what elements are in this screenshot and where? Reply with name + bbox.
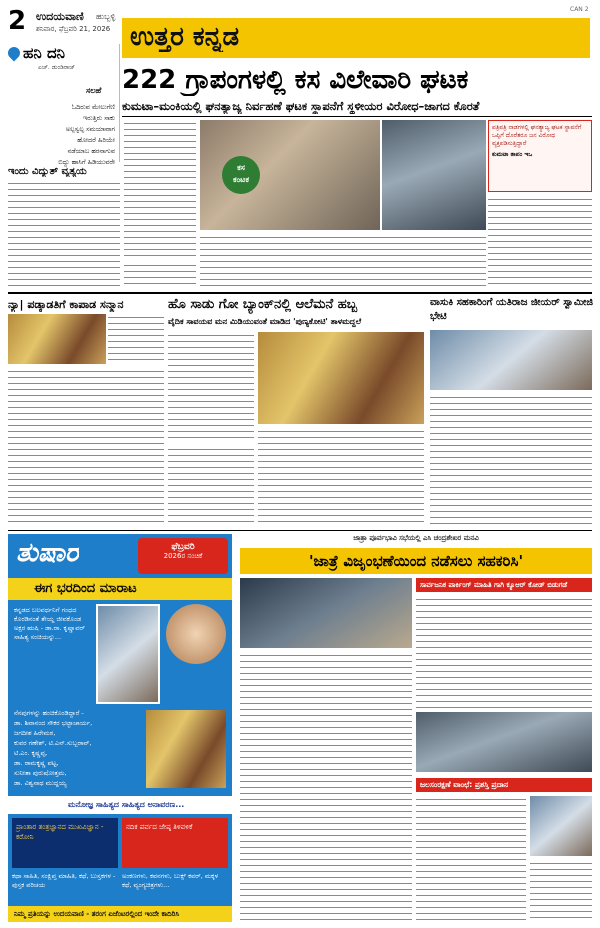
- kasa-kantaka-badge: ಕಸ ಕಂಟಕ: [222, 156, 260, 194]
- column-title: ಹನಿ ದನಿ: [23, 44, 65, 62]
- hani-dani-column: [8, 44, 120, 166]
- advert-feature-photo: [146, 710, 226, 788]
- issue-date: ಶನಿವಾರ, ಫೆಬ್ರವರಿ 21, 2026: [36, 25, 111, 33]
- edition-city: ಹುಬ್ಬಳ್ಳಿ: [96, 12, 116, 21]
- advert-bottom-right: ಅಂಕಣಗಳು, ಕವನಗಳು, ಬುಕ್ಸ್ ಕವರ್, ಮಕ್ಕಳ ಕಥೆ, ವ್ಯಂಗ್ಯಚಿತ್ರಗಳು...: [122, 872, 219, 889]
- advert-box-right: ನದಿಕ ಪರ್ವದ ಜೇಷ್ಠ ತಿಳಿವಳಿಕೆ: [122, 818, 228, 868]
- magazine-cover: [96, 604, 160, 704]
- power-cut-body: [8, 180, 120, 288]
- poem-line: ಓದಿರುವ ಮೇಲುಗೆಣಿ: [71, 103, 115, 111]
- advert-bottom-left: ಕಥಾ ಸಾಹಿತಿ, ಸಂಕ್ಷಿಪ್ತ ಮಾಹಿತಿ, ಕಥೆ, ಬುಸ್ತಕಗಳ - ಪುಸ್ತಕ ಪರಿಚಯ: [12, 872, 116, 889]
- edition-tag: CAN 2: [570, 6, 589, 13]
- water-body: [416, 796, 526, 922]
- vasuki-body: [430, 394, 592, 526]
- advert-box-left: ಪ್ರಾಂತಾರ ತಂತ್ರಜ್ಞಾನದ ಮುಖವಿಜ್ಞಾನ - ಕರೋನಿ: [12, 818, 118, 868]
- author-portrait: [166, 604, 226, 664]
- poem-line: ಅಲ್ಪಸ್ವಲ್ಪ ಸಮಯಾವಾಗ: [65, 125, 115, 133]
- advert-contributors: ನೆನಪುಗಳನ್ನು ಹಂಚಿಕೊಂಡಿದ್ದಾರೆ - ಡಾ. ಶಿವಾನಂದ ಸೌಕರ ಭಟ್ಟಾಚಾರ್ಯ, ಜಗದೀಶ ಹಿರೇಮಠ, ಕುವರ ಗಣೇಶ್, ಟಿ.ಎನ್.ಸುಬ್ಬರಾವ್, ಟಿ.ಎಂ. ಕೃಷ್ಣಪ್ಪ, ಡಾ. ರಾಮಕೃಷ್ಣ ಪಟ್ಟ, ಸುನೀತಾ ಪುರುಷೋತ್ತಮ, ಡಾ. ವಿಶ್ವನಾಥ ಮುದ್ದಯ್ಯ: [14, 709, 93, 787]
- poem-line: ಇರುತ್ತಿರು ಸಾಕು: [82, 114, 115, 122]
- water-photo: [530, 796, 592, 856]
- advert-blurb: ಕನ್ನಡದ ಬಲವರ್ಧನಿಗೆ ಗಂಧದ ಕೊರಡಿನಂತೆ ತೇಯ್ದ ಜೀವಕೊಂಡ ಅಕ್ಷರ ಋಷಿ ‑ ಡಾ.ರಾ. ಕೃಷ್ಣಾವರ್ ಸಾಹಿತ್ಯ ಸಂಚಿಯನ್ನು...: [14, 606, 85, 641]
- advert-brand: ತುಷಾರ: [16, 538, 79, 568]
- poem-line: ಬಿದ್ದು ಹಾಸಿಗೆ ಹಿಡಿಯುವರೇ: [58, 158, 115, 166]
- section-banner: [122, 18, 590, 58]
- gobank-subheadline: ವೈದಿಕ ಸಾವಯವ ಮನ ಮಿಡಿಯುವಂತೆ ಮಾಡಿದ 'ಪುಣ್ಯಕೋಟಿ' ತಾಳಮದ್ದಲೆ: [168, 317, 362, 326]
- page-number: 2: [8, 8, 27, 34]
- paper-name: ಉದಯವಾಣಿ: [36, 10, 84, 23]
- traffic-body: [416, 596, 592, 708]
- gobank-body-left2: [168, 446, 254, 526]
- gobank-body-left: [168, 332, 254, 442]
- main-body-lower: [200, 234, 486, 288]
- poem-line: ಹೋದರೆ ಹಿರಿಯೇ: [77, 136, 115, 144]
- main-body-col1b: [124, 262, 196, 288]
- poem-line: ನಡೆಯಾಬ ಹರನಾಗುವ: [67, 147, 115, 155]
- section-divider: [8, 292, 592, 294]
- advert-footer: ನಿಮ್ಮ ಪ್ರತಿಯನ್ನು ಉದಯವಾಣಿ - ತರಂಗ ಏಜೆಂಟರಲ್ಲಿಂದ ಇಂದೇ ಕಾದಿರಿಸಿ: [8, 906, 232, 922]
- main-body-col5: [488, 196, 592, 288]
- vasuki-photo: [430, 330, 592, 390]
- section-title: ಉತ್ತರ ಕನ್ನಡ: [130, 22, 240, 52]
- section-divider: [8, 530, 592, 531]
- water-body-right: [530, 860, 592, 922]
- gobank-headline: ಹೊ ಸಾಡು ಗೋ ಬ್ಯಾಂಕ್‌ನಲ್ಲಿ ಆಲೆಮನೆ ಹಬ್ಬ: [168, 297, 358, 312]
- traffic-photo: [416, 712, 592, 772]
- main-body-col1: [124, 120, 196, 260]
- drop-icon: [6, 45, 23, 62]
- quote-box: ಪತ್ರಿಪತ್ರಿ ನಾಡಗಳಲ್ಲಿ ಘನತ್ಯಾಜ್ಯ ಘಟಕ ಸ್ಥಾಪನೆಗೆ ಒಪ್ಪಿಗೆ ದೊರೆತರೂ ಜನ ವಿರೋಧ ವ್ಯಕ್ತಪಡಿಸುತ್ತಿದ್ದಾರೆ ಕುಮಟಾ ತಾಪಂ ಇಒ: [488, 120, 592, 192]
- column-subtitle: ಸಲಹೆ: [86, 86, 102, 95]
- gobank-photo: [258, 332, 424, 424]
- gobank-body-right: [258, 428, 424, 526]
- advert-feature-strip: ಮನೋಜ್ಞ ಸಾಹಿತ್ಯದ ಸಾಹಿತ್ಯದ ಅನಾವರಣ...: [8, 796, 232, 814]
- honour-headline: ನ್ಯಾ| ಪಡ್ಕಾಡತಿಗೆ ಕಾಪಾಡ ಸನ್ಮಾನ: [8, 298, 124, 311]
- landfill-photo: [382, 120, 486, 230]
- water-headline-bar: ಜಲಸಂರಕ್ಷಣೆ ವಾಂಛೆ: ಪ್ರಶಸ್ತಿ ಪ್ರದಾನ: [416, 778, 592, 792]
- main-subheadline: ಕುಮಟಾ–ಮಂಕಿಯಲ್ಲಿ ಘನತ್ಯಾಜ್ಯ ನಿರ್ವಹಣೆ ಘಟಕ ಸ್ಥಾಪನೆಗೆ ಸ್ಥಳೀಯರ ವಿರೋಧ–ಜಾಗದ ಕೊರತೆ: [122, 99, 480, 113]
- vasuki-headline: ವಾಸುಕಿ ಸಹಕಾರಿಂಗೆ ಯತಿರಾಜ ಜೀಯರ್ ಸ್ವಾಮೀಜಿ ಭೇಟಿ: [430, 297, 594, 322]
- advert-issue-badge: ಫೆಬ್ರವರಿ 2026ರ ಸಂಚಿಕೆ: [138, 538, 228, 574]
- advert-tagline-bar: ಈಗ ಭರದಿಂದ ಮಾರಾಟ: [8, 578, 232, 600]
- honour-body: [8, 368, 164, 526]
- honour-photo: [8, 314, 106, 364]
- traffic-headline-bar: ಸಾರ್ವಜನಿಕ ಪಾರ್ಕಿಂಗ್ ಮಾಹಿತಿ ಗಾಗಿ ಕ್ಯೂಆರ್ ಕೋಡ್ ಬಿಡುಗಡೆ: [416, 578, 592, 592]
- jatre-kicker: ಜಾತ್ರಾ ಪೂರ್ವಭಾವಿ ಸಭೆಯಲ್ಲಿ ಎಸಿ ಚಂದ್ರಶೇಖರ ಮನವಿ: [353, 534, 479, 542]
- jatre-headline-bar: 'ಜಾತ್ರೆ ವಿಜೃಂಭಣೆಯಿಂದ ನಡೆಸಲು ಸಹಕರಿಸಿ': [240, 548, 592, 574]
- jatre-body: [240, 652, 412, 922]
- jatre-meeting-photo: [240, 578, 412, 648]
- tushara-advert: [8, 534, 232, 922]
- power-cut-headline: ಇಂದು ವಿದ್ಯುತ್ ವ್ಯತ್ಯಯ: [8, 166, 87, 177]
- column-author: ಎಚ್. ಡುಂಡಿರಾಜ್: [38, 64, 76, 71]
- divider: [122, 116, 592, 117]
- main-headline: 222 ಗ್ರಾಪಂಗಳಲ್ಲಿ ಕಸ ವಿಲೇವಾರಿ ಘಟಕ: [122, 65, 469, 95]
- honour-side-text: [108, 314, 164, 364]
